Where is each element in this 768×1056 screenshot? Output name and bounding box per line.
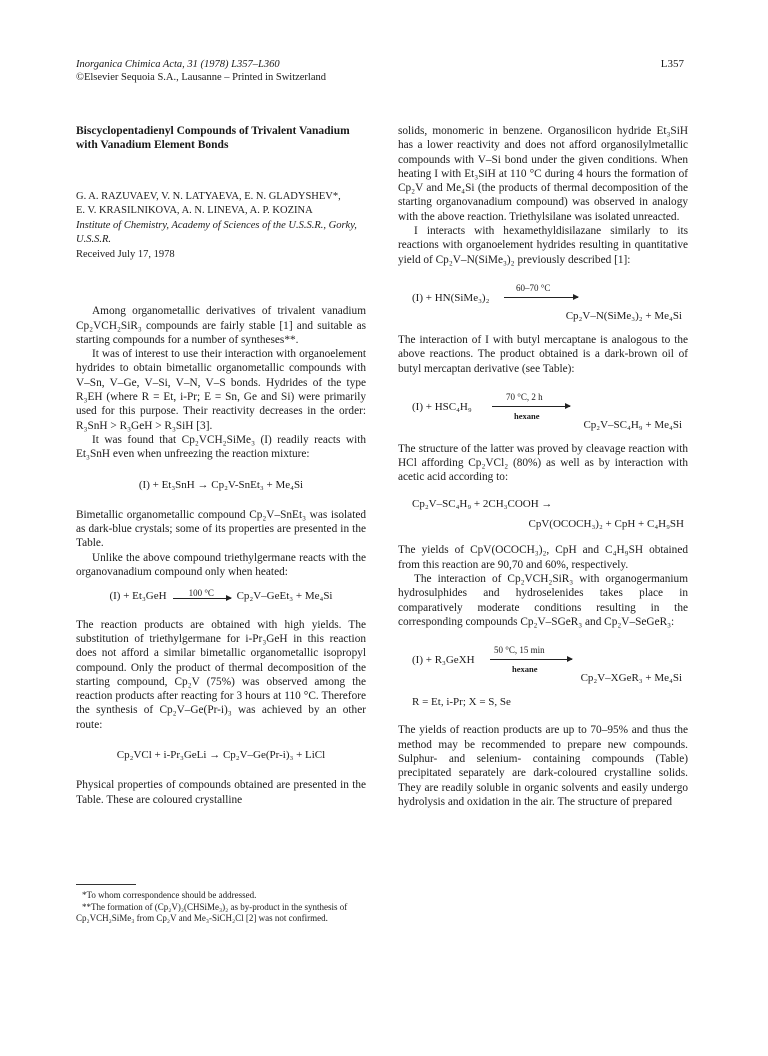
footnotes [76,884,366,925]
author-affiliation: Institute of Chemistry, Academy of Sciences of the U.S.S.R., Gorky, U.S.S.R. [76,220,357,245]
paragraph: It was found that Cp₂VCH₂SiMe₃ (I) readily reacts with Et₃SnH even when unfreezing the reaction mixture: [76,433,366,461]
paragraph: solids, monomeric in benzene. Organosilicon hydride Et₃SiH has a lower reactivity and does not afford organosilylmetallic compounds with V–Si bond under the given conditions. When heating I with Et₃SiH at 110 °C during 4 hours the formation of Cp₂V and Me₄Si (the products of thermal decomposition of the starting organovanadium compound) was observed in analogy with the above reaction. Triethylsilane was isolated unreacted. [398,125,688,223]
paragraph: The reaction products are obtained with high yields. The substitution of triethylgermane for i-Pr₃GeH in this reaction does not afford a similar bimetallic organometallic isopropyl compound. Only the product of thermal decomposition of the starting compound, Cp₂V (75%) was observed among the reaction products after reacting for 3 hours at 110 °C. Therefore the synthesis of Cp₂V–Ge(Pr-i)₃ was achieved by an other route: [76,618,366,731]
reaction-solvent: hexane [512,664,538,675]
reactants: (I) + Et₃GeH [109,590,167,603]
products: Cp₂V–SC₄H₉ + Me₄Si [583,418,682,431]
paragraph: Unlike the above compound triethylgermane reacts with the organovanadium compound only when heated: [76,551,366,579]
paragraph: The yields of CpV(OCOCH₃)₂, CpH and C₄H₉SH obtained from this reaction are 90,70 and 60%, respectively. [398,544,688,571]
equation: Cp₂VCl + i-Pr₃GeLi → Cp₂V–Ge(Pr-i)₃ + LiCl [116,749,326,762]
page-number: L357 [660,58,684,70]
equation-continued: CpV(OCOCH₃)₂ + CpH + C₄H₉SH [528,518,684,531]
footnote: *To whom correspondence should be addressed. [82,890,257,900]
equation: (I) + Et₃SnH → Cp₂V-SnEt₃ + Me₄Si [138,478,304,491]
journal-citation: Inorganica Chimica Acta, 31 (1978) L357–L360 [76,59,280,70]
authors-line-2: E. V. KRASILNIKOVA, A. N. LINEVA, A. P. KOZINA [76,204,313,216]
right-column [398,124,688,809]
reaction-equation [398,639,688,683]
reaction-equation [398,277,688,321]
paragraph: The structure of the latter was proved by cleavage reaction with HCl affording Cp₂VCl₂ (80%) as well as by interaction with acetic acid according to: [398,442,688,484]
paragraph: Among organometallic derivatives of trivalent vanadium Cp₂VCH₂SiR₃ compounds are fairly stable [1] and suitable as starting compounds for a number of syntheses**. [76,305,366,346]
article-title: Biscyclopentadienyl Compounds of Trivalent Vanadium with Vanadium Element Bonds [76,125,350,151]
equation: Cp₂V–SC₄H₉ + 2CH₃COOH → [412,497,553,510]
left-column [76,124,366,807]
reactants: (I) + R₃GeXH [412,654,475,667]
products: Cp₂V–XGeR₃ + Me₄Si [580,672,682,685]
reaction-arrow [504,297,578,298]
paragraph: I interacts with hexamethyldisilazane similarly to its reactions with organoelement hydrides resulting in quantitative yield of Cp₂V–N(SiMe₃)₂ previously described [1]: [398,225,688,266]
authors-line-1: G. A. RAZUVAEV, V. N. LATYAEVA, E. N. GLADYSHEV*, [76,191,341,202]
paragraph: Physical properties of compounds obtained are presented in the Table. These are coloured crystalline [76,779,366,806]
products: Cp₂V–N(SiMe₃)₂ + Me₄Si [565,309,682,322]
reactants: (I) + HSC₄H₉ [412,400,472,413]
reaction-condition: 50 °C, 15 min [494,645,545,656]
reaction-condition: 100 °C [188,587,214,598]
paragraph: Bimetallic organometallic compound Cp₂V–SnEt₃ was isolated as dark-blue crystals; some of its properties are presented in the Table. [76,508,366,550]
reaction-arrow [490,659,572,660]
reaction-arrow [492,406,570,407]
running-header [76,58,326,84]
paragraph: It was of interest to use their interaction with organoelement hydrides to obtain bimetallic organometallic compounds with V–Sn, V–Ge, V–Si, V–N, V–S bonds. Hydrides of the type R₃EH (where R = Et, i-Pr; E = Sn, Ge and Si) were primarily used for this purpose. Their reactivity decreases in the order: R₃SnH > R₃GeH > R₃SiH [3]. [76,348,366,432]
paragraph: The interaction of I with butyl mercaptane is analogous to the above reactions. The product obtained is a dark-brown oil of butyl mercaptan derivative (see Table): [398,333,688,375]
reaction-condition: 70 °C, 2 h [506,391,543,402]
paragraph: The yields of reaction products are up to 70–95% and thus the method may be recommended to prepare new compounds. Sulphur- and selenium- containing compounds (Table) precipitated separately are dark-coloured crystalline solids. They are readily soluble in organic solvents and easily undergo hydrolysis and oxidation in the air. The structure of prepared [398,724,688,808]
paragraph: The interaction of Cp₂VCH₂SiR₃ with organogermanium hydrosulphides and hydroselenides takes place in comparatively moderate conditions resulting in the corresponding compounds Cp₂V–SGeR₃ and Cp₂V–SeGeR₃: [398,572,688,628]
reaction-arrow [173,587,231,599]
received-date: Received July 17, 1978 [76,249,175,260]
footnote-rule [76,884,136,885]
reactants: (I) + HN(SiMe₃)₂ [412,291,490,304]
footnote: **The formation of (Cp₂V)₂(CHSiMe₃)₂ as by-product in the synthesis of Cp₂VCH₂SiMe₃ from Cp₂V and Me₃-SiCH₂Cl [2] was not confirmed. [76,901,348,923]
reaction-equation [76,589,366,603]
reaction-condition: 60–70 °C [516,282,551,293]
reaction-solvent: hexane [514,410,540,421]
reaction-equation [398,386,688,430]
products: Cp₂V–GeEt₃ + Me₄Si [236,590,333,603]
substituent-note: R = Et, i-Pr; X = S, Se [412,696,511,709]
publisher-notice: ©Elsevier Sequoia S.A., Lausanne – Printed in Switzerland [76,72,327,83]
